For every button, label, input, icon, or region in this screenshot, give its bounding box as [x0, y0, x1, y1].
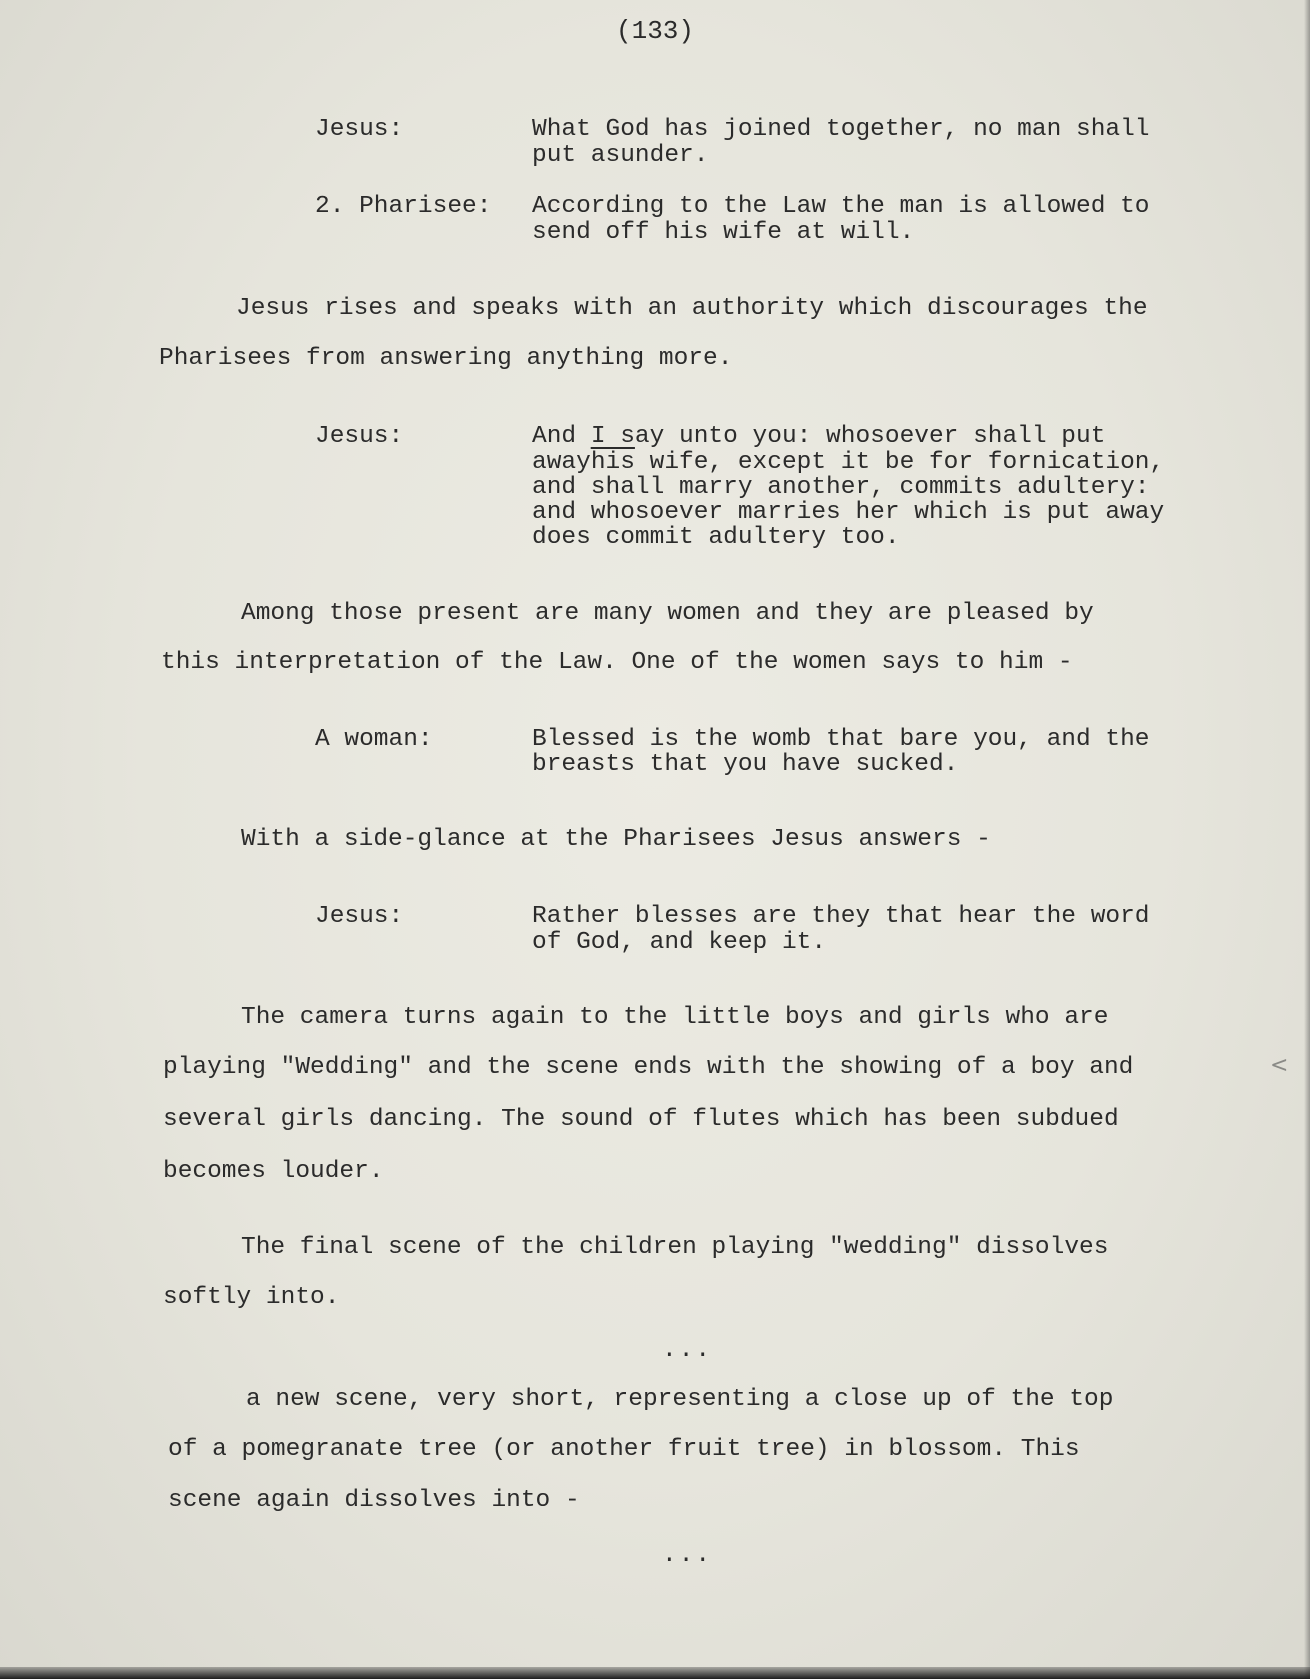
dialogue-speaker: A woman:	[315, 726, 433, 753]
page-number: (133)	[615, 16, 694, 46]
dialogue-line: breasts that you have sucked.	[532, 751, 959, 778]
dialogue-line: of God, and keep it.	[532, 929, 827, 956]
dialogue-line: $away\overline{his}$ wife, except it be for fornication,	[532, 449, 1165, 476]
dialogue-speaker: Jesus:	[315, 903, 404, 930]
dialogue-speaker: 2. Pharisee:	[315, 193, 492, 220]
dialogue-line: and shall marry another, commits adultery:	[532, 474, 1150, 501]
paragraph-line: The final scene of the children playing "wedding" dissolves	[241, 1234, 1109, 1261]
paragraph-line: Pharisees from answering anything more.	[159, 345, 733, 372]
dialogue-line: Rather blesses are they that hear the word	[532, 903, 1150, 930]
scene-separator: ...	[662, 1542, 713, 1569]
paragraph-line: playing "Wedding" and the scene ends with the showing of a boy and	[163, 1054, 1134, 1081]
underlined-word: I	[590, 423, 606, 450]
paragraph-line: of a pomegranate tree (or another fruit tree) in blossom. This	[168, 1436, 1080, 1463]
paragraph-line: several girls dancing. The sound of flutes which has been subdued	[163, 1106, 1119, 1133]
dialogue-speaker: Jesus:	[315, 116, 404, 143]
dialogue-line: And I say unto you: whosoever shall put	[532, 423, 1106, 450]
dialogue-line: What God has joined together, no man shall	[532, 116, 1150, 143]
dialogue-line: does commit adultery too.	[532, 524, 900, 551]
scene-separator: ...	[662, 1337, 713, 1364]
paragraph-line: scene again dissolves into -	[168, 1487, 580, 1514]
paragraph-line: becomes louder.	[163, 1158, 384, 1185]
paragraph-line: Among those present are many women and they are pleased by	[241, 600, 1094, 627]
paragraph-line: Jesus rises and speaks with an authority which discourages the	[236, 295, 1148, 322]
paragraph-line: With a side-glance at the Pharisees Jesus answers -	[241, 826, 991, 853]
dialogue-line: and whosoever marries her which is put away	[532, 499, 1165, 526]
scan-bottom-edge	[0, 1667, 1310, 1679]
paragraph-line: The camera turns again to the little boys and girls who are	[241, 1004, 1109, 1031]
page-edge-shadow	[1304, 0, 1310, 1679]
paragraph-line: softly into.	[163, 1284, 340, 1311]
overlined-word: $\overline{his}$	[590, 449, 635, 476]
dialogue-line: According to the Law the man is allowed to	[532, 193, 1150, 220]
paragraph-line: this interpretation of the Law. One of the women says to him -	[161, 649, 1073, 676]
dialogue-line: put asunder.	[532, 142, 709, 169]
dialogue-speaker: Jesus:	[315, 423, 404, 450]
dialogue-line: send off his wife at will.	[532, 219, 915, 246]
margin-pencil-mark: <	[1270, 1053, 1289, 1078]
dialogue-line: Blessed is the womb that bare you, and the	[532, 726, 1150, 753]
paragraph-line: a new scene, very short, representing a close up of the top	[246, 1386, 1114, 1413]
